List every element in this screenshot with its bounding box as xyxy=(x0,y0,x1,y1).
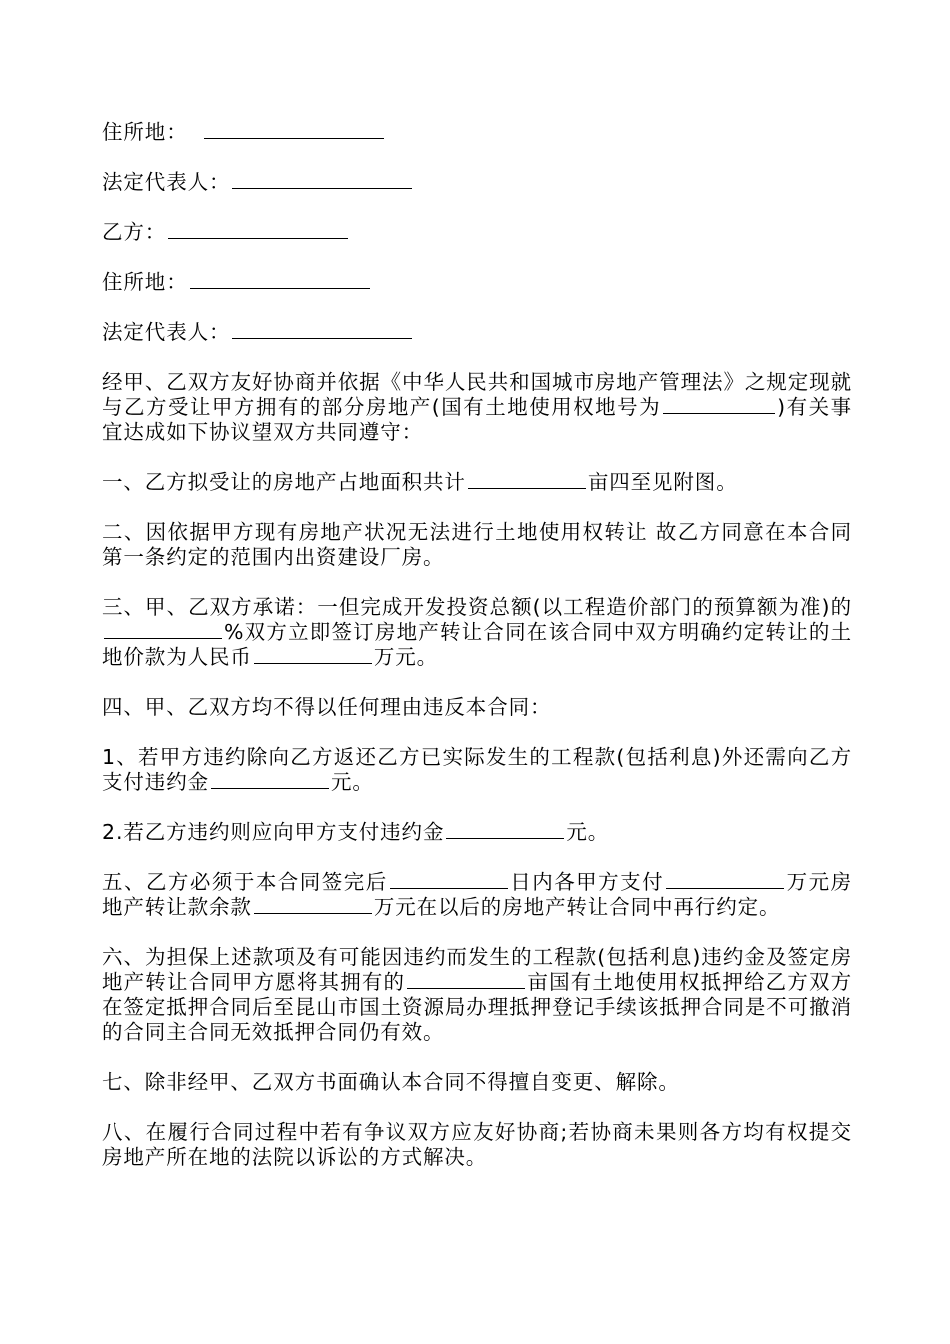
fill-blank[interactable] xyxy=(190,272,370,289)
fill-blank[interactable] xyxy=(663,397,775,414)
fill-blank[interactable] xyxy=(232,322,412,339)
field-label: 法定代表人： xyxy=(102,170,231,194)
field-party-b xyxy=(102,220,852,245)
clause-7: 七、除非经甲、乙双方书面确认本合同不得擅自变更、解除。 xyxy=(102,1070,680,1094)
field-domicile-2 xyxy=(102,270,852,295)
clause-1: 一、乙方拟受让的房地产占地面积共计 亩四至见附图。 xyxy=(102,470,738,494)
clause-8: 八、在履行合同过程中若有争议双方应友好协商;若协商未果则各方均有权提交房地产所在地的法院以诉讼的方式解决。 xyxy=(102,1120,852,1169)
field-label: 住所地： xyxy=(102,120,188,144)
clause-4: 四、甲、乙双方均不得以任何理由违反本合同： xyxy=(102,695,552,719)
clause-3: 三、甲、乙双方承诺：一但完成开发投资总额(以工程造价部门的预算额为准)的%双方立即签订房地产转让合同在该合同中双方明确约定转让的土地价款为人民币 万元。 xyxy=(102,595,852,669)
intro-paragraph: 经甲、乙双方友好协商并依据《中华人民共和国城市房地产管理法》之规定现就与乙方受让甲方拥有的部分房地产(国有土地使用权地号为 )有关事宜达成如下协议望双方共同遵守： xyxy=(102,370,852,444)
field-label: 乙方： xyxy=(102,220,167,244)
fill-blank[interactable] xyxy=(666,872,784,889)
field-legal-rep-1 xyxy=(102,170,852,195)
clause-4-2: 2.若乙方违约则应向甲方支付违约金 元。 xyxy=(102,820,610,844)
clause-5: 五、乙方必须于本合同签完后 日内各甲方支付 万元房地产转让款余款 万元在以后的房地产转让合同中再行约定。 xyxy=(102,870,853,919)
fill-blank[interactable] xyxy=(168,222,348,239)
clause-6: 六、为担保上述款项及有可能因违约而发生的工程款(包括利息)违约金及签定房地产转让合同甲方愿将其拥有的 亩国有土地使用权抵押给乙方双方在签定抵押合同后至昆山市国土资源局办理抵押登记手续该抵押合同是不可撤消的合同主合同无效抵押合同仍有效。 xyxy=(102,945,852,1044)
fill-blank[interactable] xyxy=(446,822,564,839)
clause-2: 二、因依据甲方现有房地产状况无法进行土地使用权转让 故乙方同意在本合同第一条约定的范围内出资建设厂房。 xyxy=(102,520,852,569)
contract-page xyxy=(102,120,852,1195)
fill-blank[interactable] xyxy=(390,872,508,889)
fill-blank[interactable] xyxy=(254,647,372,664)
fill-blank[interactable] xyxy=(104,622,222,639)
fill-blank[interactable] xyxy=(407,972,525,989)
fill-blank[interactable] xyxy=(468,472,586,489)
field-domicile-1 xyxy=(102,120,852,145)
fill-blank[interactable] xyxy=(204,122,384,139)
fill-blank[interactable] xyxy=(254,897,372,914)
field-legal-rep-2 xyxy=(102,320,852,345)
fill-blank[interactable] xyxy=(211,772,329,789)
fill-blank[interactable] xyxy=(232,172,412,189)
field-label: 住所地： xyxy=(102,270,188,294)
field-label: 法定代表人： xyxy=(102,320,231,344)
clause-4-1: 1、若甲方违约除向乙方返还乙方已实际发生的工程款(包括利息)外还需向乙方支付违约金 元。 xyxy=(102,745,852,794)
